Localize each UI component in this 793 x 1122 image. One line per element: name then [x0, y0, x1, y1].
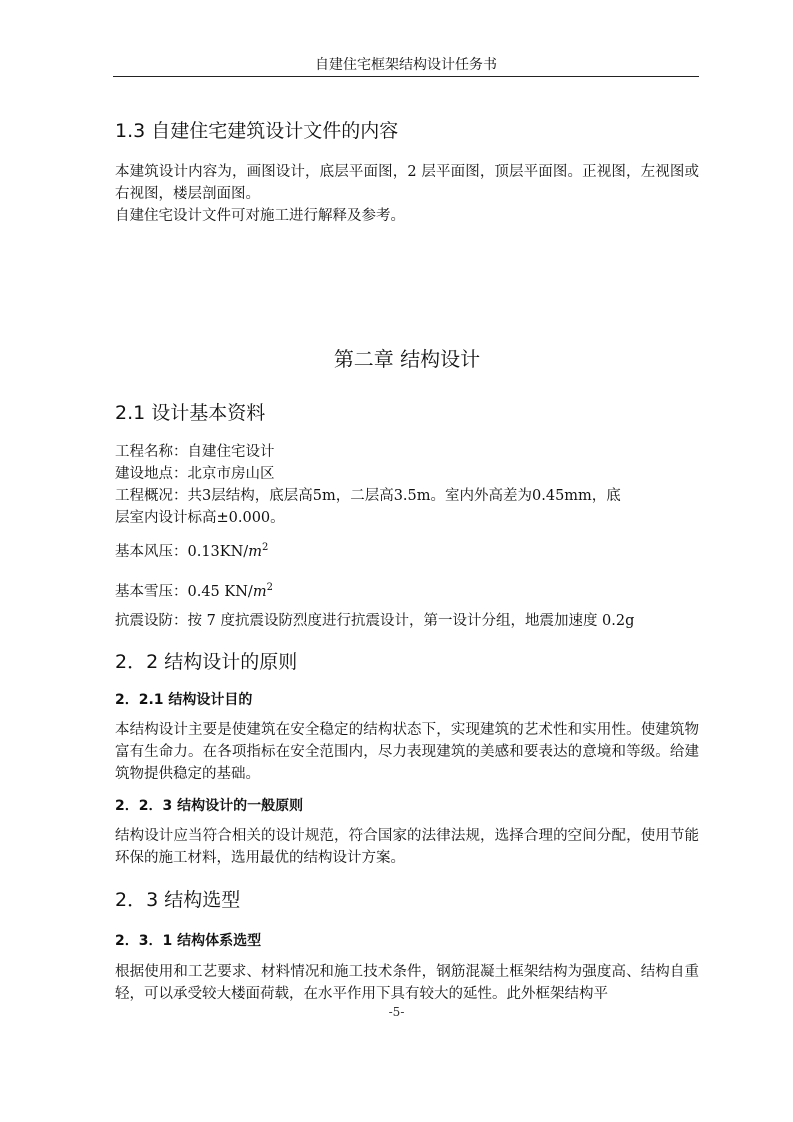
wind-unit-m: m — [248, 543, 262, 560]
project-location-line: 建设地点：北京市房山区 — [115, 466, 275, 482]
snow-pressure-text: 基本雪压：0.45 KN/ — [115, 583, 253, 600]
section-heading-2-1: 2.1 设计基本资料 — [115, 402, 266, 424]
wind-pressure-line — [115, 537, 268, 563]
header-rule — [113, 76, 699, 77]
section-1-3-paragraph-1: 本建筑设计内容为，画图设计，底层平面图，2 层平面图，顶层平面图。正视图，左视图或右视图，楼层剖面图。 — [115, 164, 699, 202]
snow-unit-sup: 2 — [266, 582, 273, 593]
subsection-2-2-3-paragraph: 结构设计应当符合相关的设计规范，符合国家的法律法规，选择合理的空间分配，使用节能环保的施工材料，选用最优的结构设计方案。 — [115, 828, 699, 866]
page-number: -5- — [388, 1005, 405, 1019]
subsection-heading-2-2-1: 2．2.1 结构设计目的 — [115, 692, 253, 708]
subsection-2-3-1-paragraph: 根据使用和工艺要求、材料情况和施工技术条件，钢筋混凝土框架结构为强度高、结构自重轻，可以承受较大楼面荷载，在水平作用下具有较大的延性。此外框架结构平 — [115, 964, 699, 1002]
wind-pressure-text: 基本风压：0.13KN/ — [115, 543, 249, 560]
wind-unit-sup: 2 — [261, 542, 269, 553]
section-heading-1-3: 1.3 自建住宅建筑设计文件的内容 — [115, 120, 399, 142]
project-overview-line: 工程概况：共3层结构，底层高5m，二层高3.5m。室内外高差为0.45mm，底 — [115, 488, 621, 504]
snow-unit-m: m — [252, 583, 267, 600]
section-heading-2-2: 2．2 结构设计的原则 — [115, 651, 298, 673]
page-header-title: 自建住宅框架结构设计任务书 — [315, 57, 497, 73]
subsection-heading-2-3-1: 2．3．1 结构体系选型 — [115, 933, 262, 949]
snow-pressure-line — [115, 577, 273, 603]
section-1-3-paragraph-2: 自建住宅设计文件可对施工进行解释及参考。 — [115, 208, 405, 224]
subsection-2-2-1-paragraph: 本结构设计主要是使建筑在安全稳定的结构状态下，实现建筑的艺术性和实用性。使建筑物富有生命力。在各项指标在安全范围内，尽力表现建筑的美感和要表达的意境和等级。给建筑物提供稳定的基础。 — [115, 722, 699, 782]
project-overview-line-2: 层室内设计标高±0.000。 — [115, 510, 285, 526]
project-name-line: 工程名称：自建住宅设计 — [115, 444, 275, 460]
chapter-title: 第二章 结构设计 — [333, 347, 481, 371]
section-heading-2-3: 2．3 结构选型 — [115, 889, 241, 911]
seismic-line: 抗震设防：按 7 度抗震设防烈度进行抗震设计，第一设计分组，地震加速度 0.2g — [115, 613, 635, 629]
subsection-heading-2-2-3: 2．2．3 结构设计的一般原则 — [115, 798, 304, 814]
